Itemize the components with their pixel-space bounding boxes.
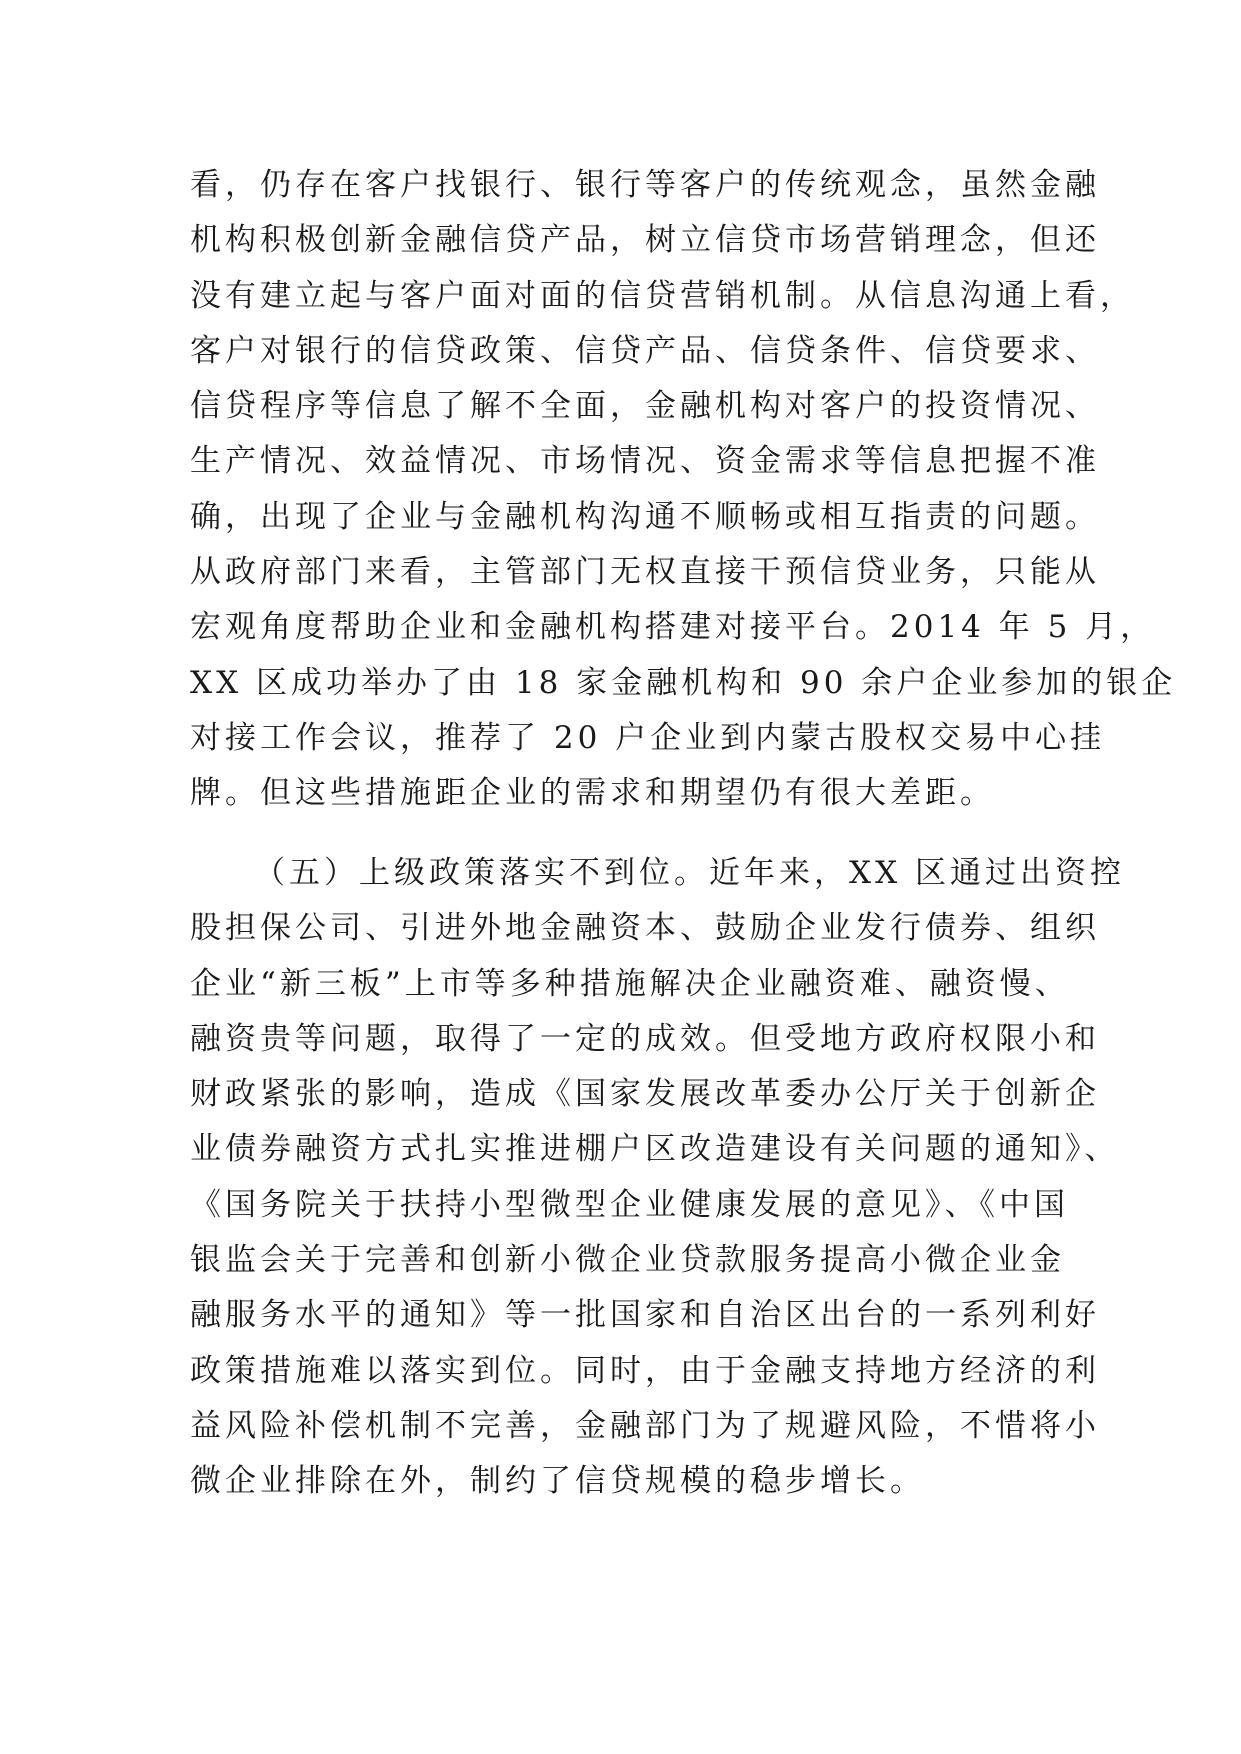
paragraph-line: XX 区成功举办了由 18 家金融机构和 90 余户企业参加的银企 (190, 664, 1177, 701)
paragraph-line: 对接工作会议，推荐了 20 户企业到内蒙古股权交易中心挂 (190, 719, 1106, 756)
paragraph-line: 牌。但这些措施距企业的需求和期望仍有很大差距。 (190, 775, 995, 812)
paragraph-line: 股担保公司、引进外地金融资本、鼓励企业发行债券、组织 (190, 910, 1100, 947)
paragraph-line: 生产情况、效益情况、市场情况、资金需求等信息把握不准 (190, 443, 1100, 480)
paragraph-line: 银监会关于完善和创新小微企业贷款服务提高小微企业金 (190, 1242, 1065, 1279)
paragraph-line: 确，出现了企业与金融机构沟通不顺畅或相互指责的问题。 (190, 498, 1100, 535)
paragraph-line: 融资贵等问题，取得了一定的成效。但受地方政府权限小和 (190, 1020, 1100, 1057)
paragraph-line: 信贷程序等信息了解不全面，金融机构对客户的投资情况、 (190, 388, 1100, 425)
paragraph-line: 宏观角度帮助企业和金融机构搭建对接平台。2014 年 5 月， (190, 609, 1156, 646)
paragraph-line: 机构积极创新金融信贷产品，树立信贷市场营销理念，但还 (190, 222, 1100, 259)
paragraph-line: 从政府部门来看，主管部门无权直接干预信贷业务，只能从 (190, 554, 1100, 591)
paragraph-line: 益风险补偿机制不完善，金融部门为了规避风险，不惜将小 (190, 1407, 1100, 1444)
paragraph-line: 没有建立起与客户面对面的信贷营销机制。从信息沟通上看， (190, 277, 1135, 314)
paragraph-line: 财政紧张的影响，造成《国家发展改革委办公厅关于创新企 (190, 1076, 1100, 1113)
paragraph-1 (190, 158, 1177, 822)
paragraph-line: 融服务水平的通知》等一批国家和自治区出台的一系列利好 (190, 1297, 1100, 1334)
paragraph-line: 业债券融资方式扎实推进棚户区改造建设有关问题的通知》、 (190, 1131, 1120, 1168)
paragraph-line: 企业“新三板”上市等多种措施解决企业融资难、融资慢、 (190, 965, 1070, 1002)
paragraph-line: 看，仍存在客户找银行、银行等客户的传统观念，虽然金融 (190, 167, 1100, 203)
paragraph-line: 政策措施难以落实到位。同时，由于金融支持地方经济的利 (190, 1352, 1100, 1389)
paragraph-line: 《国务院关于扶持小型微型企业健康发展的意见》、《中国 (190, 1186, 1069, 1223)
paragraph-2 (190, 846, 1125, 1510)
paragraph-line: 微企业排除在外，制约了信贷规模的稳步增长。 (190, 1463, 925, 1500)
paragraph-line: 客户对银行的信贷政策、信贷产品、信贷条件、信贷要求、 (190, 332, 1100, 369)
paragraph-first-line: （五）上级政策落实不到位。近年来，XX 区通过出资控 (254, 855, 1125, 891)
